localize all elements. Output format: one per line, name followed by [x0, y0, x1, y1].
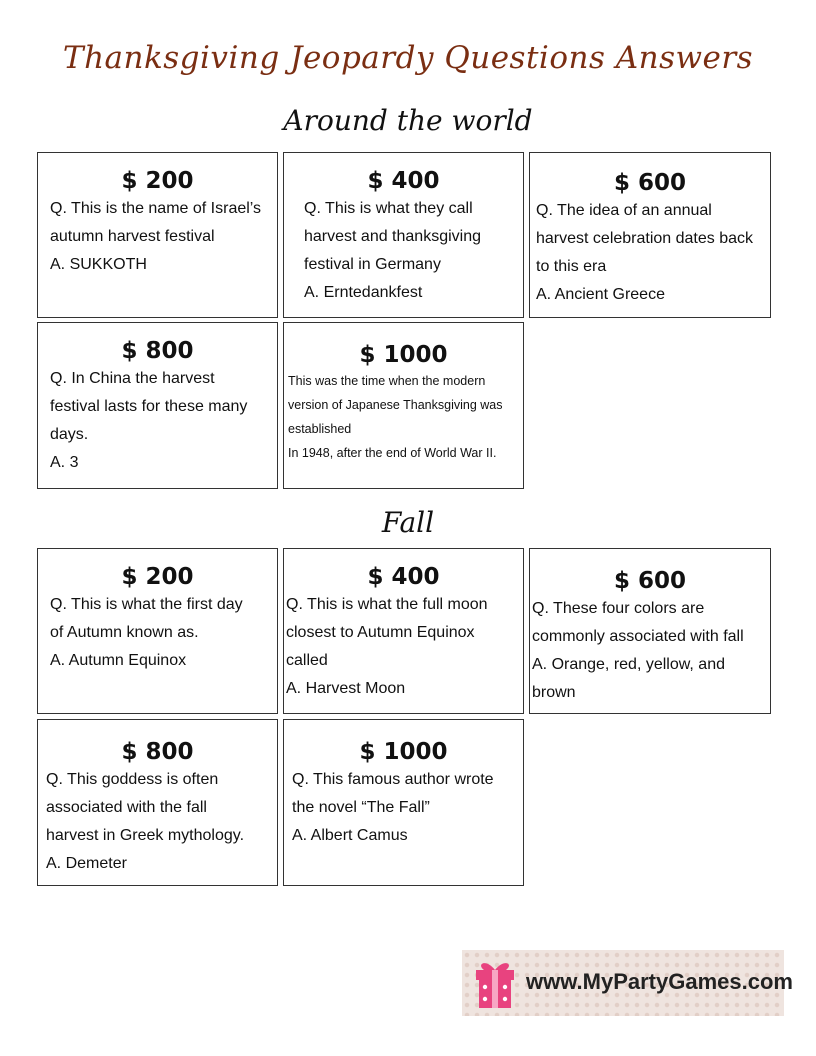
- card-answer: A. 3: [50, 454, 79, 471]
- card-answer: A. SUKKOTH: [50, 256, 147, 273]
- card-question: Q. This is what the full moon closest to Autumn Equinox called: [286, 596, 488, 669]
- question-card: [37, 322, 278, 489]
- card-question: Q. In China the harvest festival lasts for these many days.: [50, 370, 248, 443]
- card-answer: A. Erntedankfest: [304, 284, 423, 301]
- card-question: This was the time when the modern version of Japanese Thanksgiving was established: [288, 374, 503, 436]
- card-answer: A. Ancient Greece: [536, 286, 665, 303]
- website-link[interactable]: www.MyPartyGames.com: [526, 969, 793, 994]
- footer-banner: [462, 950, 793, 1016]
- question-card: [283, 719, 524, 886]
- card-question: Q. This is the name of Israel’s autumn harvest festival: [50, 200, 262, 245]
- card-answer: A. Demeter: [46, 855, 127, 872]
- card-answer: A. Autumn Equinox: [50, 652, 187, 669]
- card-question: Q. This famous author wrote the novel “The Fall”: [292, 771, 494, 816]
- card-answer: A. Orange, red, yellow, and brown: [532, 656, 725, 701]
- card-answer: In 1948, after the end of World War II.: [288, 446, 497, 460]
- card-question: Q. This is what they call harvest and thanksgiving festival in Germany: [304, 200, 481, 273]
- question-card: [529, 548, 771, 714]
- card-amount: $ 800: [121, 338, 194, 364]
- gift-box-icon: [472, 956, 518, 1010]
- card-question: Q. The idea of an annual harvest celebration dates back to this era: [536, 202, 754, 275]
- card-question: Q. This goddess is often associated with the fall harvest in Greek mythology.: [46, 771, 245, 844]
- question-card: [37, 719, 278, 886]
- question-card: [37, 548, 278, 714]
- section-heading-fall: Fall: [381, 506, 435, 539]
- page-title: Thanksgiving Jeopardy Questions Answers: [62, 40, 754, 76]
- card-question: Q. This is what the first day of Autumn known as.: [50, 596, 243, 641]
- card-amount: $ 600: [613, 568, 687, 594]
- card-amount: $ 1000: [359, 739, 448, 765]
- question-card: [529, 152, 771, 318]
- card-question: Q. These four colors are commonly associated with fall: [532, 600, 744, 645]
- card-amount: $ 200: [121, 564, 194, 590]
- card-answer: A. Harvest Moon: [286, 680, 406, 697]
- section-heading-around-the-world: Around the world: [283, 104, 533, 137]
- question-card: [283, 548, 524, 714]
- card-amount: $ 400: [367, 564, 440, 590]
- card-answer: A. Albert Camus: [292, 827, 408, 844]
- question-card: [37, 152, 278, 318]
- card-amount: $ 600: [613, 170, 687, 196]
- question-card: [283, 322, 524, 489]
- card-amount: $ 1000: [359, 342, 448, 368]
- card-amount: $ 200: [121, 168, 194, 194]
- card-amount: $ 800: [121, 739, 194, 765]
- card-amount: $ 400: [367, 168, 440, 194]
- question-card: [283, 152, 524, 318]
